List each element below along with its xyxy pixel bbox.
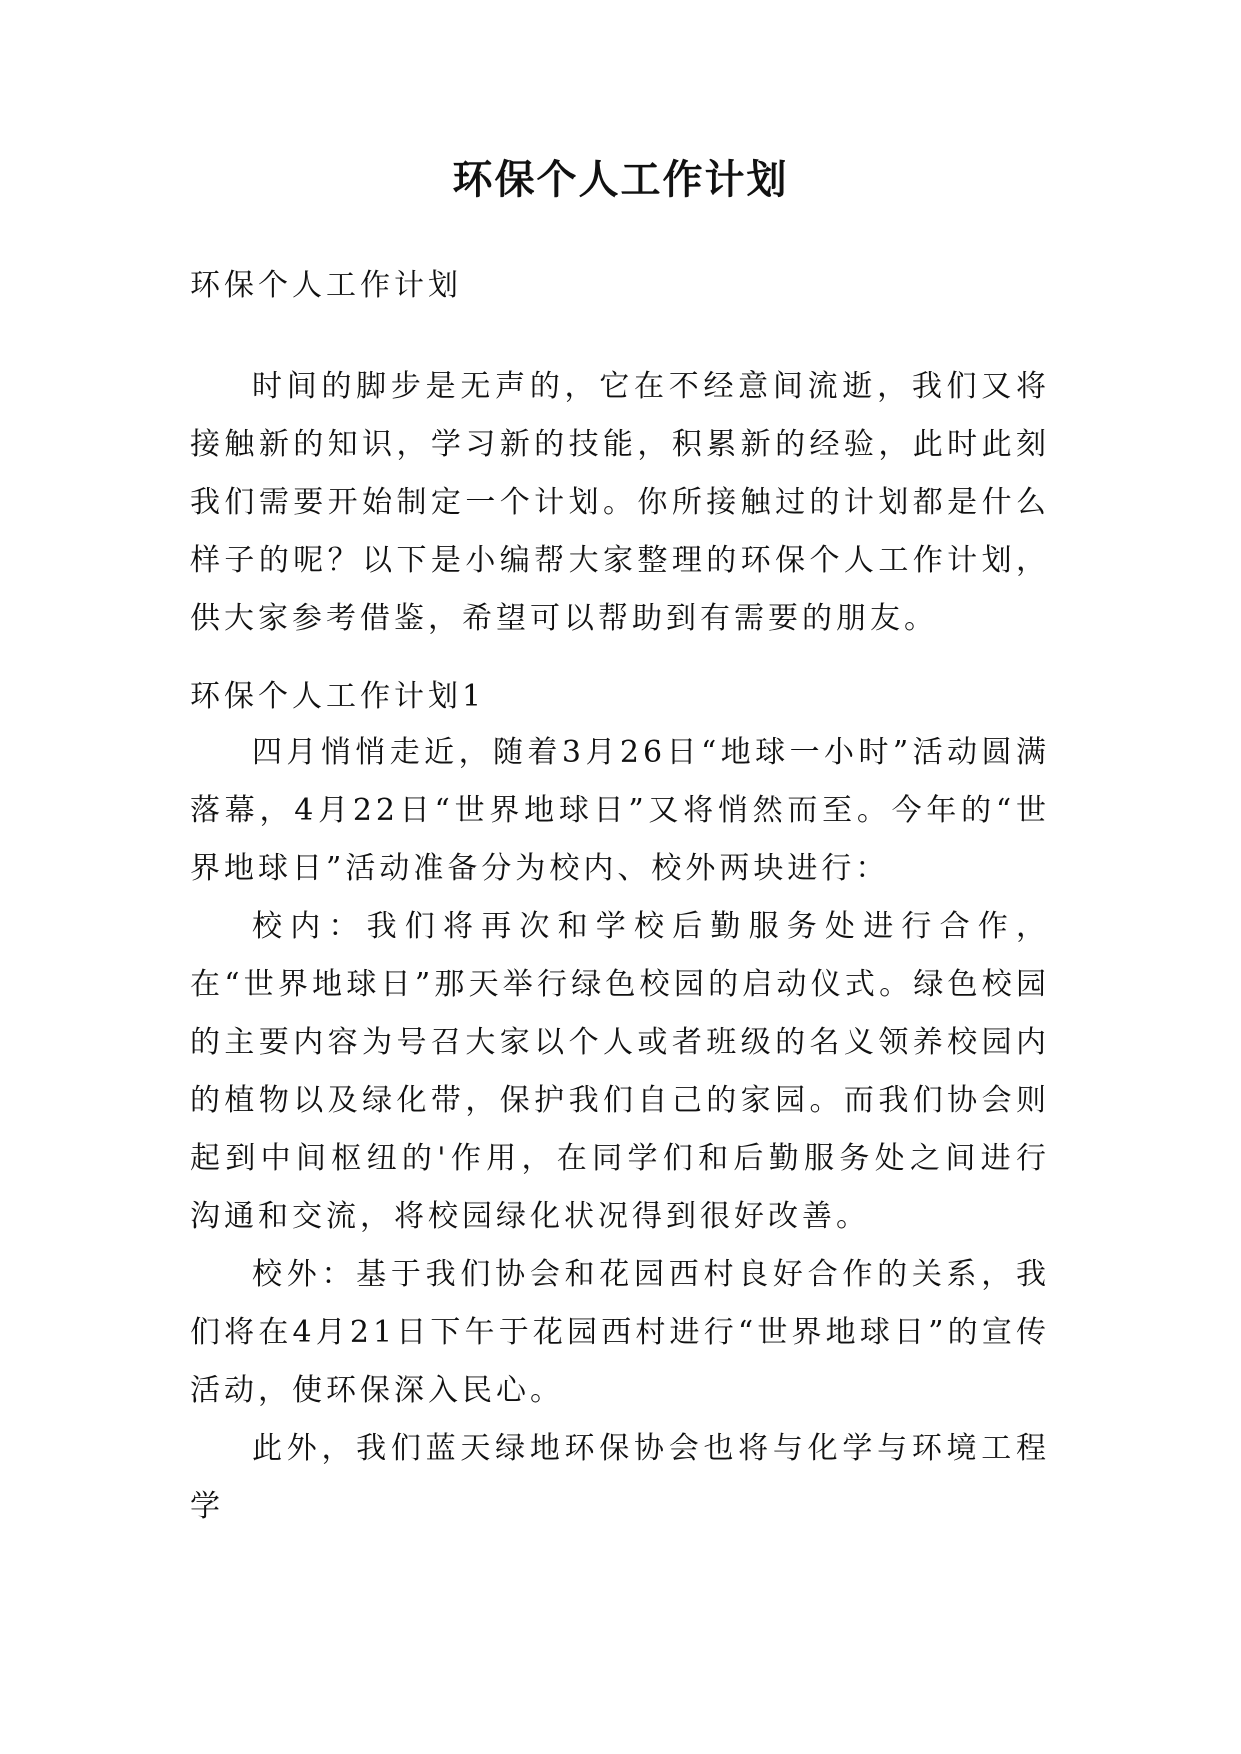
intro-block [190,358,1050,648]
section1-body [190,724,1050,1536]
intro-paragraph: 时间的脚步是无声的，它在不经意间流逝，我们又将接触新的知识，学习新的技能，积累新的经验，此时此刻我们需要开始制定一个计划。你所接触过的计划都是什么样子的呢？以下是小编帮大家整理的环保个人工作计划，供大家参考借鉴，希望可以帮助到有需要的朋友。 [190,369,1050,636]
document-subtitle: 环保个人工作计划 [190,268,462,303]
section1-paragraph: 校内：我们将再次和学校后勤服务处进行合作，在“世界地球日”那天举行绿色校园的启动仪式。绿色校园的主要内容为号召大家以个人或者班级的名义领养校园内的植物以及绿化带，保护我们自己的家园。而我们协会则起到中间枢纽的'作用，在同学们和后勤服务处之间进行沟通和交流，将校园绿化状况得到很好改善。 [190,909,1050,1234]
section1-heading: 环保个人工作计划1 [190,679,486,714]
section1-paragraph: 此外，我们蓝天绿地环保协会也将与化学与环境工程学 [190,1431,1050,1524]
document-title: 环保个人工作计划 [452,156,789,203]
section1-paragraph: 四月悄悄走近，随着3月26日“地球一小时”活动圆满落幕，4月22日“世界地球日”又将悄然而至。今年的“世界地球日”活动准备分为校内、校外两块进行： [190,735,1050,886]
section1-paragraph: 校外：基于我们协会和花园西村良好合作的关系，我们将在4月21日下午于花园西村进行“世界地球日”的宣传活动，使环保深入民心。 [190,1257,1050,1408]
